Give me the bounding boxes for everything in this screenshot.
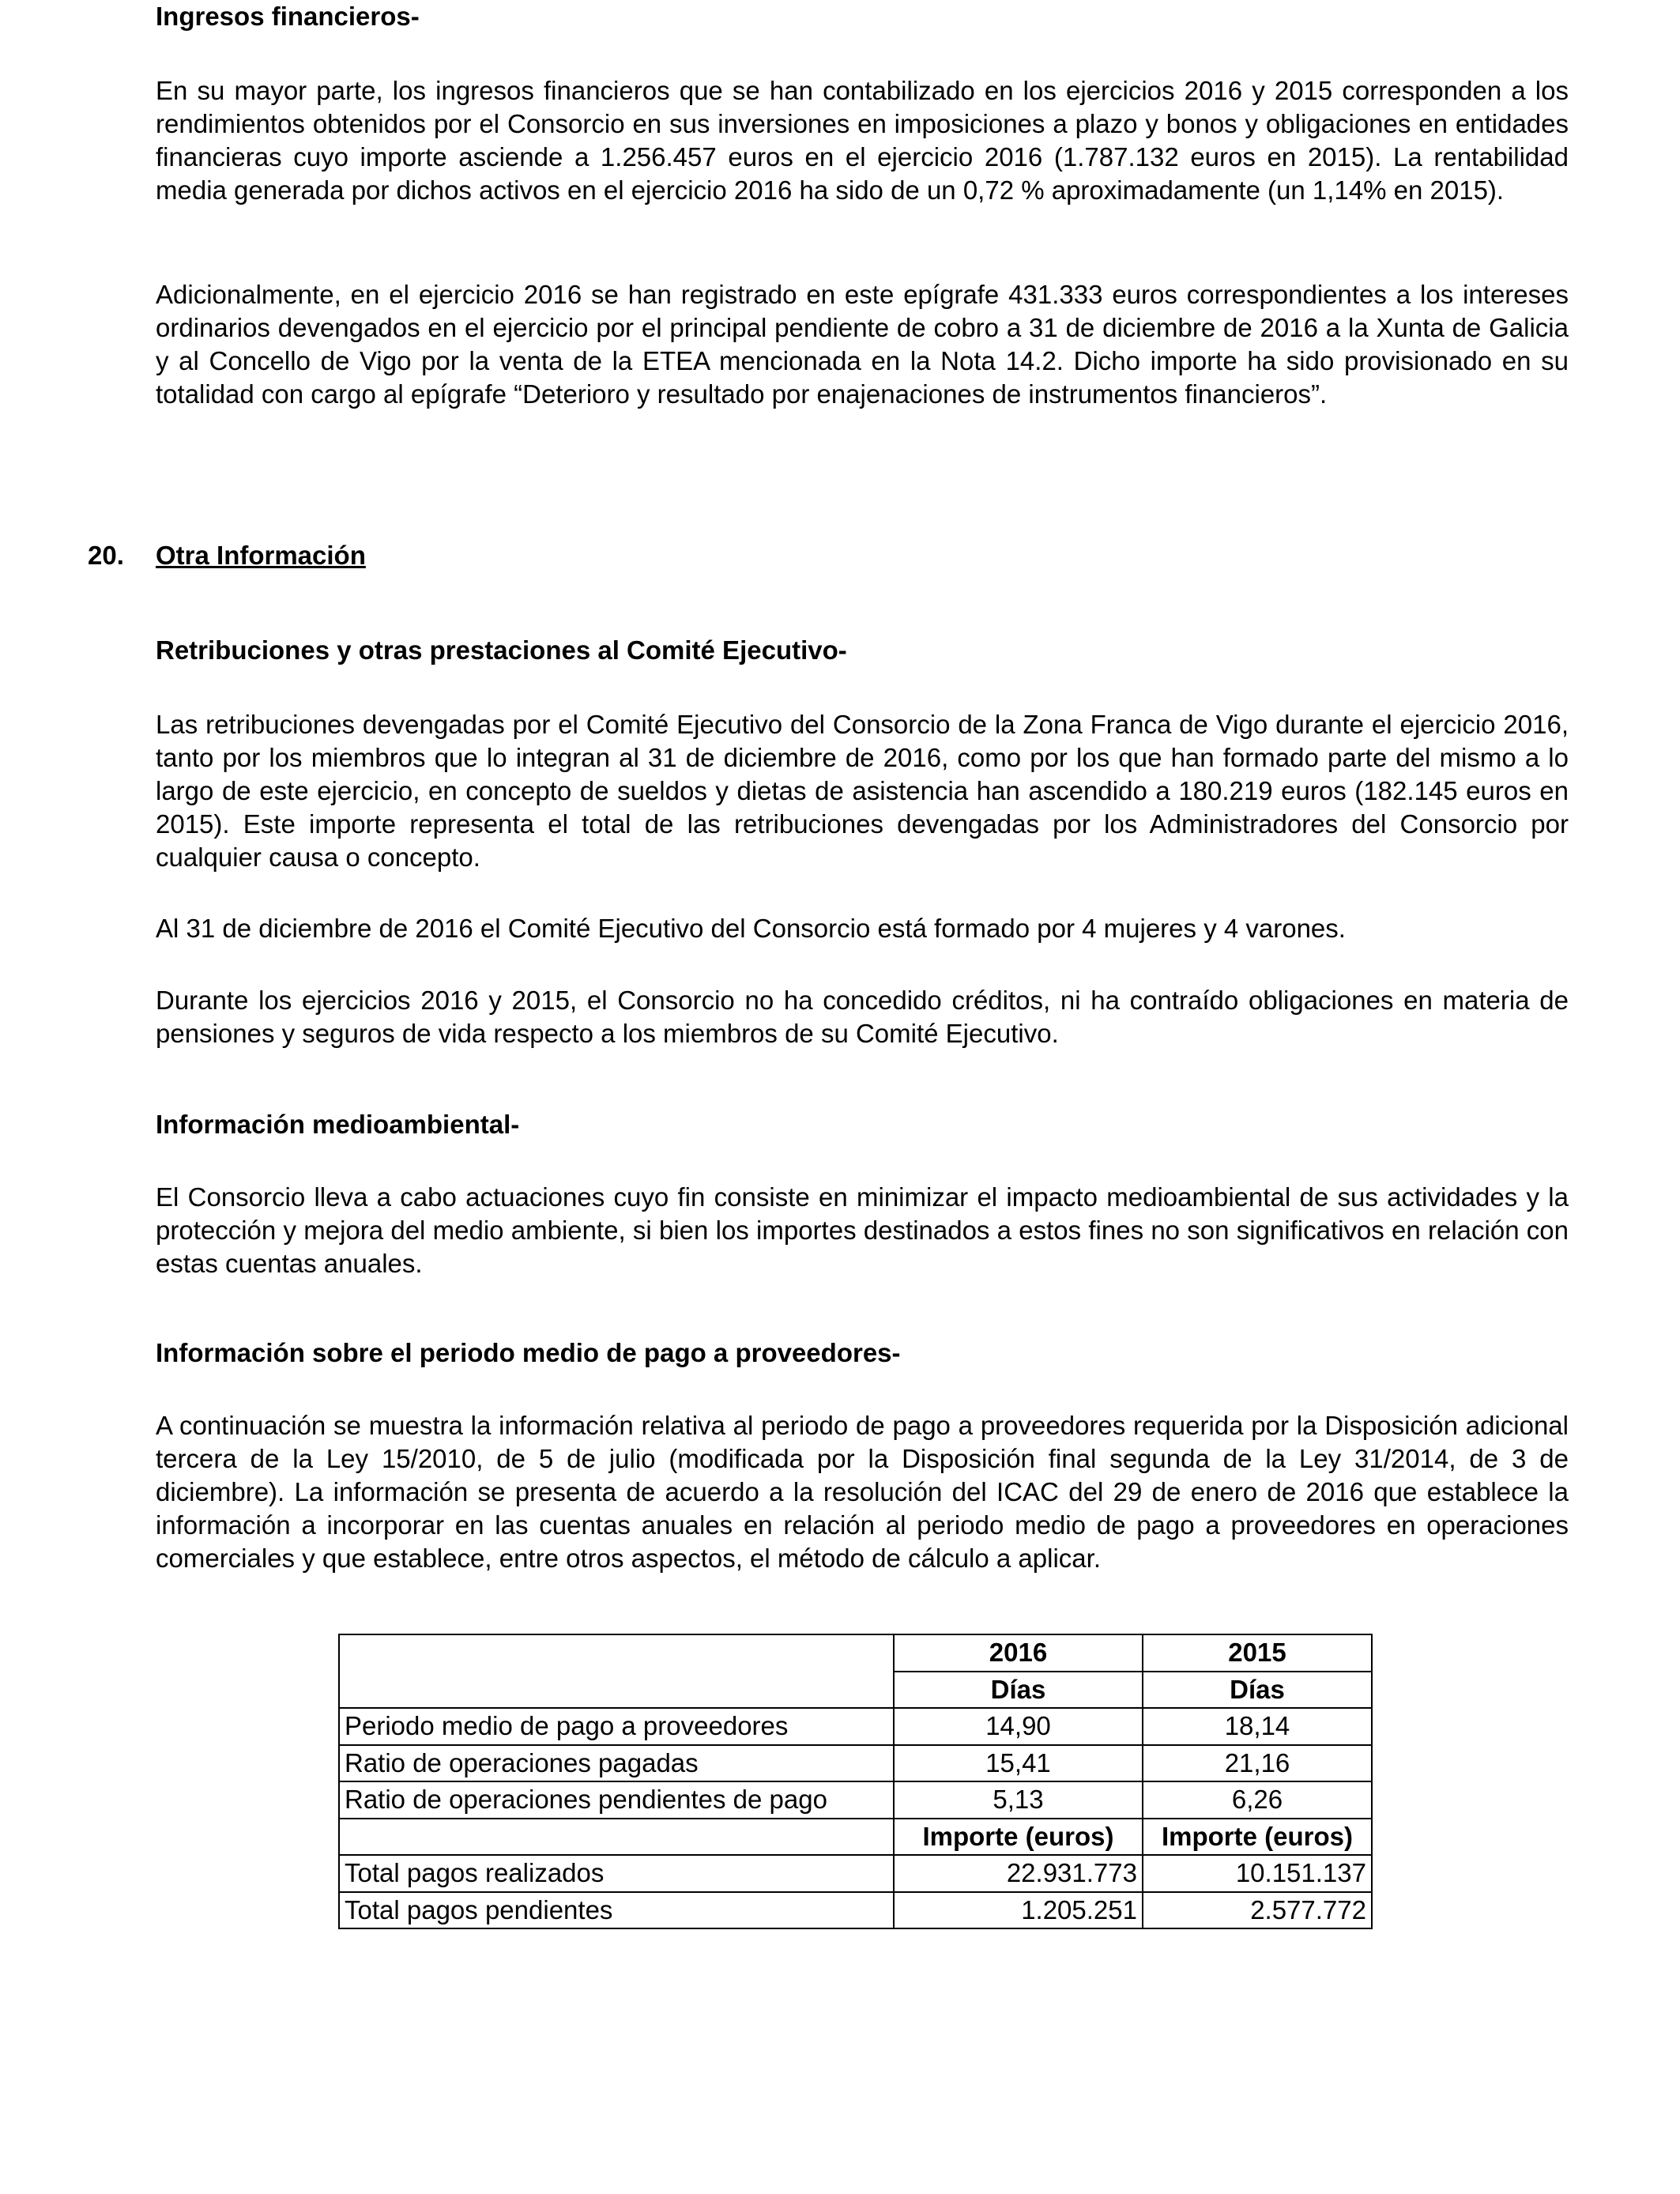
table-cell-2015: 18,14 bbox=[1143, 1708, 1372, 1745]
paragraph-retribuciones-1: Las retribuciones devengadas por el Comité Ejecutivo del Consorcio de la Zona Franca de Vigo durante el ejercicio 2016, tanto por los miembros que lo integran al 31 de diciembre de 2016, como por los que han formado parte del mismo a lo largo de este ejercicio, en concepto de sueldos y dietas de asistencia han ascendido a 180.219 euros (182.145 euros en 2015). Este importe representa el total de las retribuciones devengadas por los Administradores del Consorcio por cualquier causa o concepto. bbox=[156, 710, 1569, 872]
table-row bbox=[339, 1708, 1372, 1745]
table-row bbox=[339, 1781, 1372, 1819]
periodo-medio-pago-table bbox=[338, 1634, 1373, 1929]
heading-pago-proveedores: Información sobre el periodo medio de pago a proveedores- bbox=[156, 1338, 901, 1367]
table-row bbox=[339, 1745, 1372, 1782]
table-unit-euros-2016: Importe (euros) bbox=[894, 1819, 1143, 1856]
table-header-empty-cell bbox=[339, 1634, 894, 1672]
table-cell-2015: 10.151.137 bbox=[1143, 1855, 1372, 1892]
paragraph-medioambiental: El Consorcio lleva a cabo actuaciones cuyo fin consiste en minimizar el impacto medioambiental de sus actividades y la protección y mejora del medio ambiente, si bien los importes destinados a estos fines no son significativos en relación con estas cuentas anuales. bbox=[156, 1182, 1569, 1278]
table-cell-2016: 5,13 bbox=[894, 1781, 1143, 1819]
table-cell-2015: 21,16 bbox=[1143, 1745, 1372, 1782]
table-row bbox=[339, 1892, 1372, 1929]
table-cell-2016: 15,41 bbox=[894, 1745, 1143, 1782]
table-header-row-units bbox=[339, 1672, 1372, 1709]
table-header-empty-cell bbox=[339, 1672, 894, 1709]
table-cell-2015: 2.577.772 bbox=[1143, 1892, 1372, 1929]
table-row-label: Periodo medio de pago a proveedores bbox=[339, 1708, 894, 1745]
table-header-empty-cell bbox=[339, 1819, 894, 1856]
table-unit-dias-2016: Días bbox=[894, 1672, 1143, 1709]
paragraph-retribuciones-3: Durante los ejercicios 2016 y 2015, el Consorcio no ha concedido créditos, ni ha contraído obligaciones en materia de pensiones y seguros de vida respecto a los miembros de su Comité Ejecutivo. bbox=[156, 986, 1569, 1048]
table-header-2016: 2016 bbox=[894, 1634, 1143, 1672]
section-number: 20. bbox=[88, 541, 124, 570]
table-row-label: Total pagos realizados bbox=[339, 1855, 894, 1892]
table-cell-2016: 1.205.251 bbox=[894, 1892, 1143, 1929]
table-header-row-years bbox=[339, 1634, 1372, 1672]
paragraph-pago-proveedores: A continuación se muestra la información relativa al periodo de pago a proveedores requerida por la Disposición adicional tercera de la Ley 15/2010, de 5 de julio (modificada por la Disposición final segunda de la Ley 31/2014, de 3 de diciembre). La información se presenta de acuerdo a la resolución del ICAC del 29 de enero de 2016 que establece la información a incorporar en las cuentas anuales en relación al periodo medio de pago a proveedores en operaciones comerciales y que establece, entre otros aspectos, el método de cálculo a aplicar. bbox=[156, 1411, 1569, 1573]
heading-retribuciones: Retribuciones y otras prestaciones al Comité Ejecutivo- bbox=[156, 635, 847, 665]
section-title-otra-informacion bbox=[88, 539, 366, 572]
table-cell-2016: 14,90 bbox=[894, 1708, 1143, 1745]
paragraph-ingresos-1: En su mayor parte, los ingresos financieros que se han contabilizado en los ejercicios 2016 y 2015 corresponden a los rendimientos obtenidos por el Consorcio en sus inversiones en imposiciones a plazo y bonos y obligaciones en entidades financieras cuyo importe asciende a 1.256.457 euros en el ejercicio 2016 (1.787.132 euros en 2015). La rentabilidad media generada por dichos activos en el ejercicio 2016 ha sido de un 0,72 % aproximadamente (un 1,14% en 2015). bbox=[156, 76, 1569, 205]
table-row-label: Total pagos pendientes bbox=[339, 1892, 894, 1929]
table-row-label: Ratio de operaciones pendientes de pago bbox=[339, 1781, 894, 1819]
heading-medioambiental: Información medioambiental- bbox=[156, 1110, 520, 1139]
table-row bbox=[339, 1855, 1372, 1892]
heading-ingresos-financieros: Ingresos financieros- bbox=[156, 2, 420, 31]
table-header-row-euros bbox=[339, 1819, 1372, 1856]
section-title-text: Otra Información bbox=[156, 541, 366, 570]
table-header-2015: 2015 bbox=[1143, 1634, 1372, 1672]
table-unit-euros-2015: Importe (euros) bbox=[1143, 1819, 1372, 1856]
table-cell-2016: 22.931.773 bbox=[894, 1855, 1143, 1892]
paragraph-ingresos-2: Adicionalmente, en el ejercicio 2016 se han registrado en este epígrafe 431.333 euros correspondientes a los intereses ordinarios devengados en el ejercicio por el principal pendiente de cobro a 31 de diciembre de 2016 a la Xunta de Galicia y al Concello de Vigo por la venta de la ETEA mencionada en la Nota 14.2. Dicho importe ha sido provisionado en su totalidad con cargo al epígrafe “Deterioro y resultado por enajenaciones de instrumentos financieros”. bbox=[156, 280, 1569, 409]
table-cell-2015: 6,26 bbox=[1143, 1781, 1372, 1819]
table-row-label: Ratio de operaciones pagadas bbox=[339, 1745, 894, 1782]
table-unit-dias-2015: Días bbox=[1143, 1672, 1372, 1709]
paragraph-retribuciones-2: Al 31 de diciembre de 2016 el Comité Ejecutivo del Consorcio está formado por 4 mujeres y 4 varones. bbox=[156, 914, 1346, 943]
